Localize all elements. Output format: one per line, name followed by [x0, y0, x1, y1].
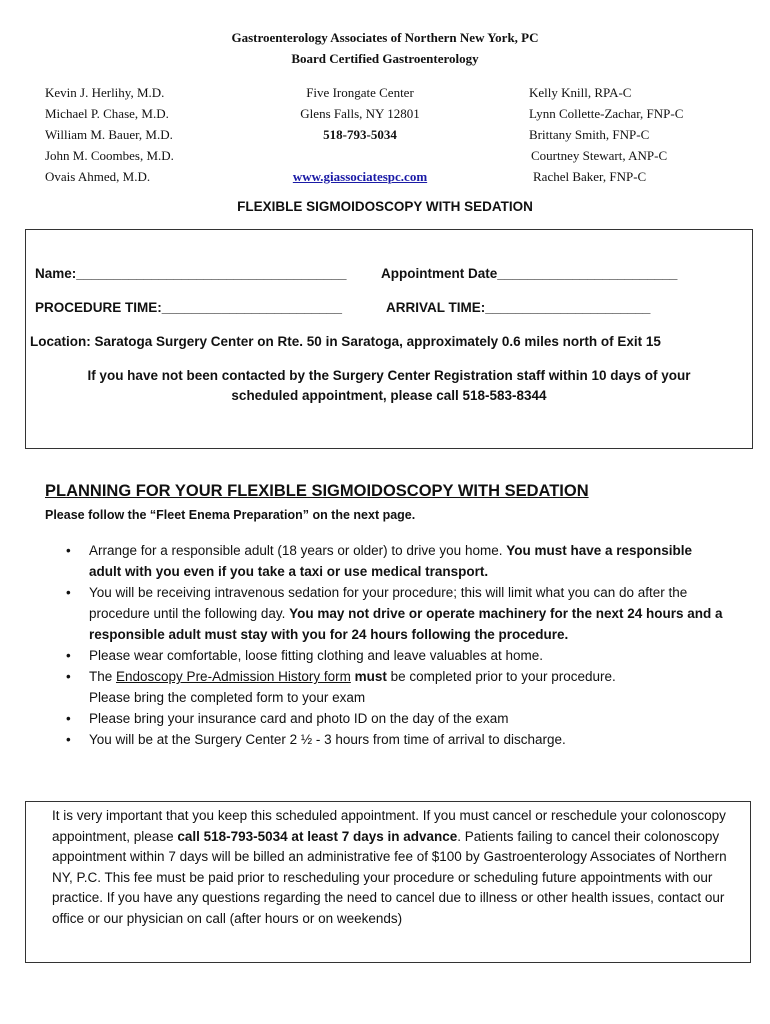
- physician-name: John M. Coombes, M.D.: [45, 148, 174, 163]
- provider-list: [529, 82, 683, 187]
- registration-contact-line: scheduled appointment, please call 518-583-8344: [231, 388, 547, 403]
- physician-name: Kevin J. Herlihy, M.D.: [45, 85, 165, 100]
- name-field-line: Name:____________________________________: [35, 266, 347, 281]
- procedure-title: FLEXIBLE SIGMOIDOSCOPY WITH SEDATION: [237, 199, 533, 214]
- list-item: • Arrange for a responsible adult (18 years or older) to drive you home. You must have a responsible adult with you even if you take a taxi or use medical transport.: [66, 540, 726, 582]
- registration-contact-line: If you have not been contacted by the Surgery Center Registration staff within 10 days of your: [87, 368, 691, 383]
- address-line1: Five Irongate Center: [306, 85, 414, 100]
- pre-admission-form-link[interactable]: Endoscopy Pre-Admission History form: [116, 669, 351, 684]
- provider-name: Rachel Baker, FNP-C: [533, 169, 647, 184]
- physician-name: Ovais Ahmed, M.D.: [45, 169, 151, 184]
- provider-name: Brittany Smith, FNP-C: [529, 127, 650, 142]
- arrival-time-line: ARRIVAL TIME:______________________: [386, 300, 651, 315]
- planning-subtitle: Please follow the “Fleet Enema Preparation” on the next page.: [45, 508, 416, 522]
- list-item: • You will be receiving intravenous sedation for your procedure; this will limit what you can do after the procedure until the following day. You may not drive or operate machinery for the next 24 hours and a responsible adult must stay with you for 24 hours following the procedure.: [66, 582, 726, 645]
- planning-title: PLANNING FOR YOUR FLEXIBLE SIGMOIDOSCOPY WITH SEDATION: [45, 482, 589, 500]
- location-text: Location: Saratoga Surgery Center on Rte. 50 in Saratoga, approximately 0.6 miles north of Exit 15: [30, 334, 661, 349]
- list-item: • Please wear comfortable, loose fitting clothing and leave valuables at home.: [66, 645, 726, 666]
- practice-phone: 518-793-5034: [323, 127, 397, 142]
- provider-name: Courtney Stewart, ANP-C: [531, 148, 668, 163]
- appointment-date-line: Appointment Date________________________: [381, 266, 678, 281]
- provider-name: Kelly Knill, RPA-C: [529, 85, 632, 100]
- physician-name: Michael P. Chase, M.D.: [45, 106, 169, 121]
- practice-subtitle: Board Certified Gastroenterology: [291, 51, 479, 66]
- physician-name: William M. Bauer, M.D.: [45, 127, 173, 142]
- practice-name: Gastroenterology Associates of Northern New York, PC: [231, 30, 539, 45]
- procedure-time-line: PROCEDURE TIME:________________________: [35, 300, 342, 315]
- list-item: • The Endoscopy Pre-Admission History form must be completed prior to your procedure. Please bring the completed form to your exam: [66, 666, 726, 708]
- address-line2: Glens Falls, NY 12801: [300, 106, 420, 121]
- provider-name: Lynn Collette-Zachar, FNP-C: [529, 106, 684, 121]
- cancellation-notice-box: [25, 801, 751, 963]
- appointment-info-box: [25, 229, 753, 449]
- practice-address: [260, 82, 460, 187]
- physician-list: [45, 82, 174, 187]
- cancellation-notice-text: It is very important that you keep this scheduled appointment. If you must cancel or reschedule your colonoscopy appointment, please call 518-793-5034 at least 7 days in advance. Patients failing to cancel their colonoscopy appointment within 7 days will be billed an administrative fee of $100 by Gastroenterology Associates of Northern NY, P.C. This fee must be paid prior to rescheduling your procedure or scheduling future appointments with our practice. If you have any questions regarding the need to cancel due to illness or other health issues, contact our office or our physician on call (after hours or on weekends): [52, 808, 727, 926]
- list-item: • You will be at the Surgery Center 2 ½ - 3 hours from time of arrival to discharge.: [66, 729, 726, 750]
- website-link[interactable]: www.giassociatespc.com: [292, 169, 428, 184]
- list-item: • Please bring your insurance card and photo ID on the day of the exam: [66, 708, 726, 729]
- planning-list: [66, 540, 726, 750]
